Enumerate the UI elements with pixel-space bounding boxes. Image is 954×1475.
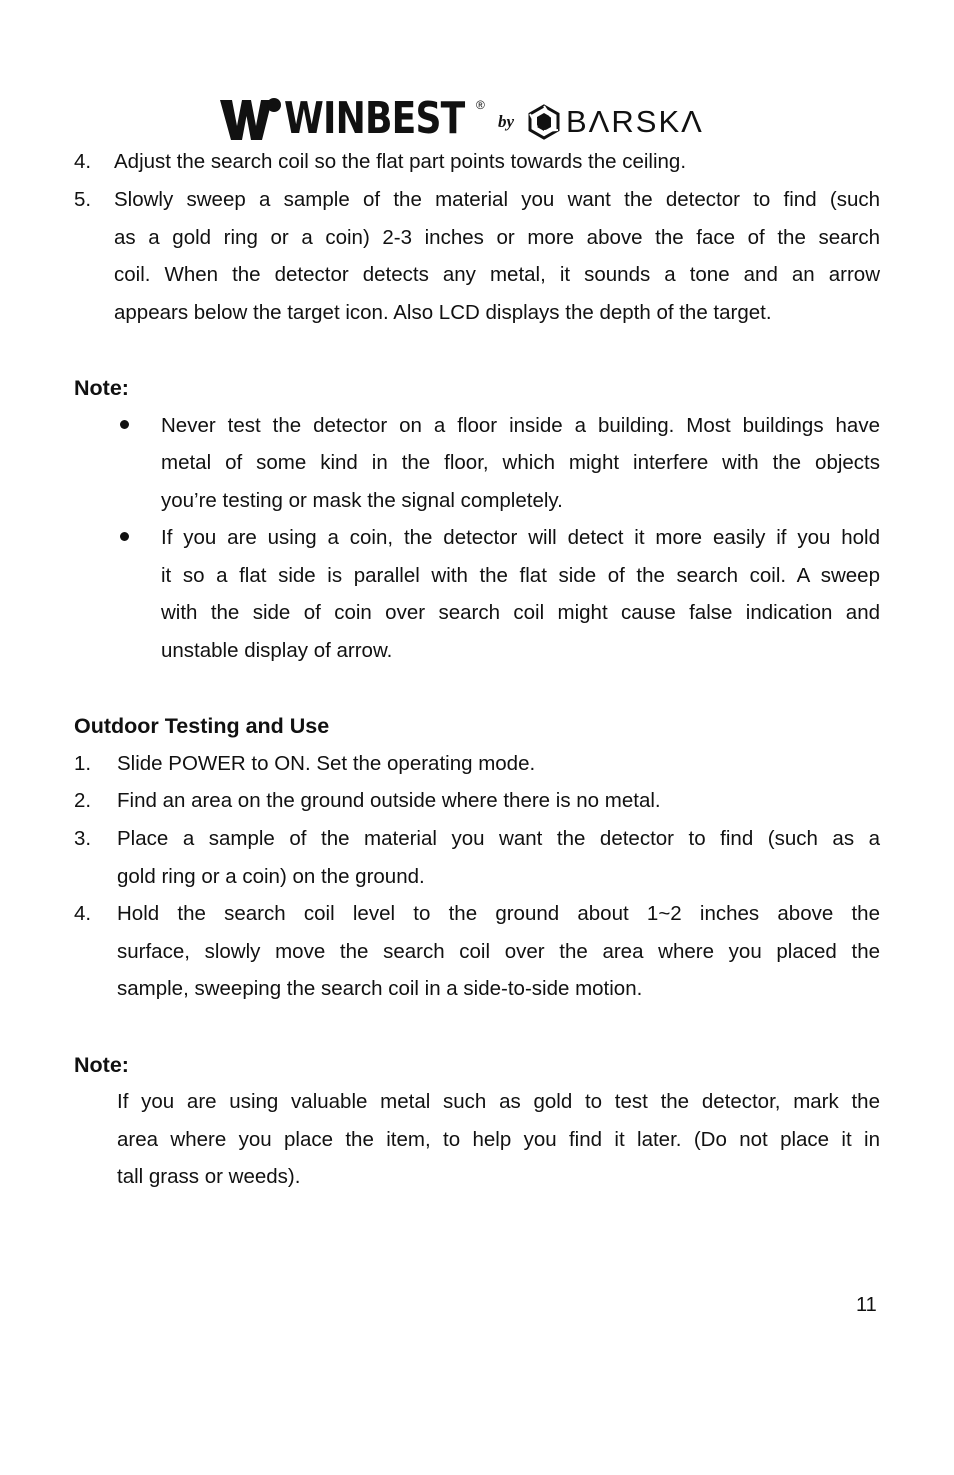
step-text-line: coil. When the detector detects any metal, it sounds a tone and an arrow [114, 263, 880, 286]
winbest-w-mark-icon [220, 96, 282, 142]
note-bullet-line: unstable display of arrow. [161, 639, 393, 662]
barska-logo [526, 102, 704, 142]
note-heading: Note: [74, 1053, 129, 1077]
note-bullet-line: If you are using a coin, the detector will detect it more easily if you hold [161, 526, 880, 549]
brand-logo [220, 93, 740, 146]
step-number: 1. [74, 752, 92, 775]
step-number: 5. [74, 188, 92, 211]
note-text-line: If you are using valuable metal such as gold to test the detector, mark the [117, 1090, 880, 1113]
step-number: 4. [74, 902, 92, 925]
page-number: 11 [856, 1294, 877, 1316]
logo-by-text: by [498, 112, 515, 131]
winbest-wordmark: WINBEST [284, 93, 465, 144]
step-text-line: appears below the target icon. Also LCD displays the depth of the target. [114, 301, 772, 324]
note-text-line: area where you place the item, to help you find it later. (Do not place it in [117, 1128, 880, 1151]
note-bullet-line: it so a flat side is parallel with the flat side of the search coil. A sweep [161, 564, 880, 587]
note-bullet-line: you’re testing or mask the signal completely. [161, 489, 563, 512]
barska-wordmark: BΛRSKΛ [566, 104, 704, 139]
step-text-line: gold ring or a coin) on the ground. [117, 865, 425, 888]
note-heading: Note: [74, 376, 129, 400]
note-bullet-line: Never test the detector on a floor inside a building. Most buildings have [161, 414, 880, 437]
bullet-icon [120, 532, 129, 541]
step-text-line: surface, slowly move the search coil over the area where you placed the [117, 940, 880, 963]
note-bullet-line: metal of some kind in the floor, which might interfere with the objects [161, 451, 880, 474]
step-text-line: Slide POWER to ON. Set the operating mode. [117, 752, 536, 775]
step-number: 3. [74, 827, 92, 850]
note-text-line: tall grass or weeds). [117, 1165, 301, 1188]
section-heading: Outdoor Testing and Use [74, 714, 330, 738]
step-text-line: Hold the search coil level to the ground about 1~2 inches above the [117, 902, 880, 925]
note-bullet-line: with the side of coin over search coil might cause false indication and [161, 601, 880, 624]
winbest-logo [220, 93, 504, 144]
step-text-line: Slowly sweep a sample of the material you want the detector to find (such [114, 188, 880, 211]
step-text-line: Place a sample of the material you want the detector to find (such as a [117, 827, 880, 850]
step-number: 4. [74, 150, 92, 173]
step-text-line: sample, sweeping the search coil in a side-to-side motion. [117, 977, 643, 1000]
bullet-icon [120, 420, 129, 429]
step-text-line: Find an area on the ground outside where there is no metal. [117, 789, 661, 812]
step-text-line: Adjust the search coil so the flat part points towards the ceiling. [114, 150, 687, 173]
step-number: 2. [74, 789, 92, 812]
step-text-line: as a gold ring or a coin) 2-3 inches or more above the face of the search [114, 226, 880, 249]
registered-mark: ® [476, 98, 485, 112]
barska-aperture-icon [526, 104, 562, 140]
